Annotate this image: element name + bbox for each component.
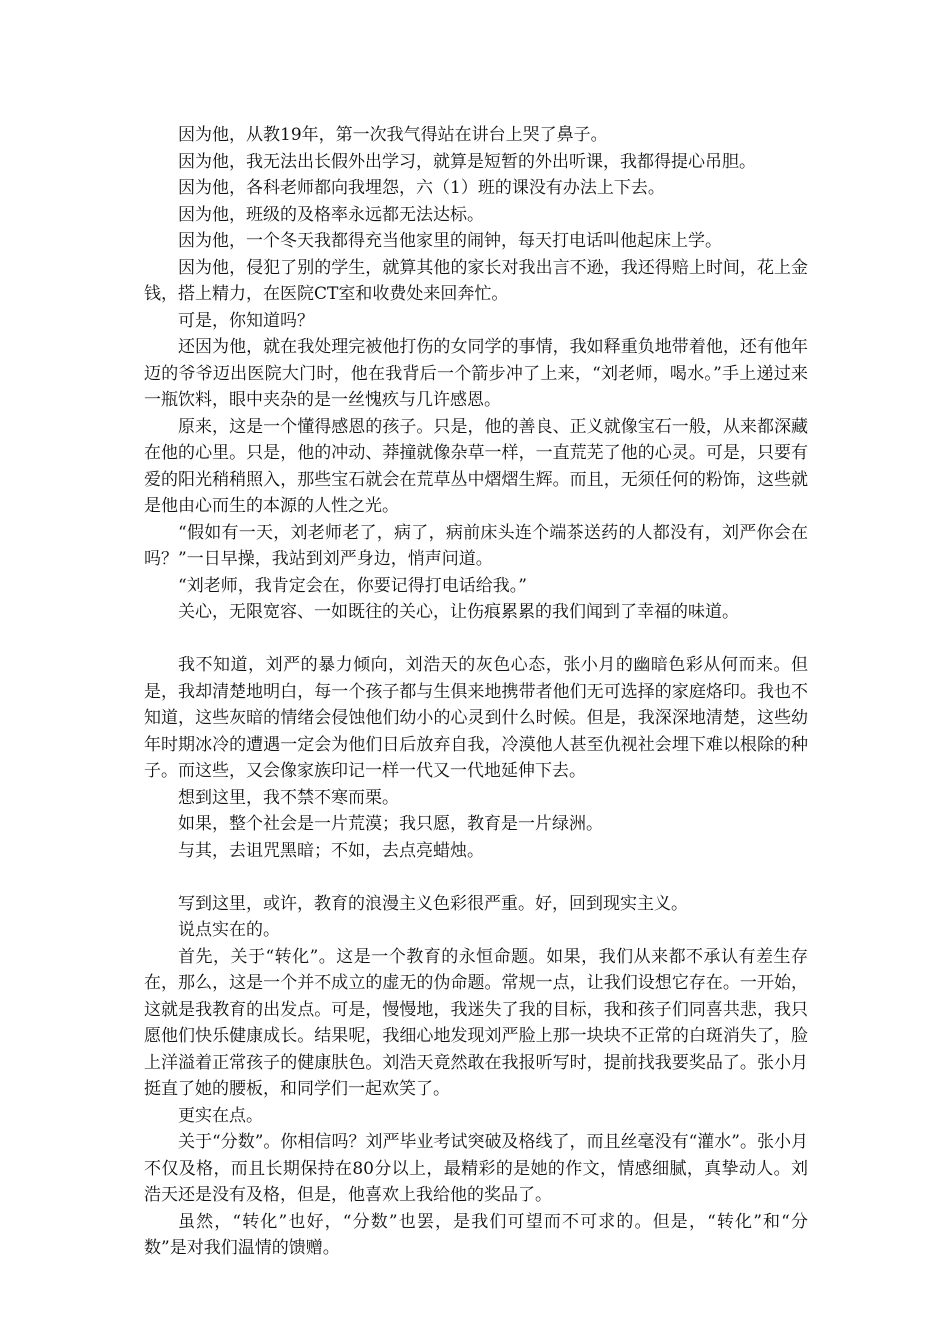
paragraph-9: 原来，这是一个懂得感恩的孩子。只是，他的善良、正义就像宝石一般，从来都深藏在他的心里。只是，他的冲动、莽撞就像杂草一样，一直荒芜了他的心灵。可是，只要有爱的阳光稍稍照入，那些宝石就会在荒草丛中熠熠生辉。而且，无须任何的粉饰，这些就是他由心而生的本源的人性之光。 [144, 416, 808, 516]
paragraph-15: 如果，整个社会是一片荒漠；我只愿，教育是一片绿洲。 [178, 814, 603, 834]
paragraph-13: 我不知道，刘严的暴力倾向，刘浩天的灰色心态，张小月的幽暗色彩从何而来。但是，我却清楚地明白，每一个孩子都与生俱来地携带者他们无可选择的家庭烙印。我也不知道，这些灰暗的情绪会侵蚀他们幼小的心灵到什么时候。但是，我深深地清楚，这些幼年时期冰冷的遭遇一定会为他们日后放弃自我，冷漠他人甚至仇视社会埋下难以根除的种子。而这些，又会像家族印记一样一代又一代地延伸下去。 [144, 655, 808, 781]
paragraph-4: 因为他，班级的及格率永远都无法达标。 [178, 204, 484, 225]
paragraph-1: 因为他，从教19年，第一次我气得站在讲台上哭了鼻子。 [178, 125, 608, 145]
paragraph-20: 更实在点。 [178, 1105, 263, 1126]
paragraph-19: 首先，关于“转化”。这是一个教育的永恒命题。如果，我们从来都不承认有差生存在，那么，这是一个并不成立的虚无的伪命题。常规一点，让我们设想它存在。一开始，这就是我教育的出发点。可是，慢慢地，我迷失了我的目标，我和孩子们同喜共悲，我只愿他们快乐健康成长。结果呢，我细心地发现刘严脸上那一块块不正常的白斑消失了，脸上洋溢着正常孩子的健康肤色。刘浩天竟然敢在我报听写时，提前找我要奖品了。张小月挺直了她的腰板，和同学们一起欢笑了。 [144, 946, 808, 1099]
paragraph-16: 与其，去诅咒黑暗；不如，去点亮蜡烛。 [178, 840, 484, 861]
paragraph-10: “假如有一天，刘老师老了，病了，病前床头连个端茶送药的人都没有，刘严你会在吗？”一日早操，我站到刘严身边，悄声问道。 [144, 522, 808, 569]
paragraph-3: 因为他，各科老师都向我埋怨，六（1）班的课没有办法上下去。 [178, 178, 665, 198]
paragraph-17: 写到这里，或许，教育的浪漫主义色彩很严重。好，回到现实主义。 [178, 893, 688, 914]
paragraph-22: 虽然，“转化”也好，“分数”也罢，是我们可望而不可求的。但是，“转化”和“分数”是对我们温情的馈赠。 [144, 1211, 808, 1258]
paragraph-14: 想到这里，我不禁不寒而栗。 [178, 787, 399, 808]
paragraph-6: 因为他，侵犯了别的学生，就算其他的家长对我出言不逊，我还得赔上时间，花上金钱，搭上精力，在医院CT室和收费处来回奔忙。 [144, 257, 808, 304]
paragraph-18: 说点实在的。 [178, 920, 280, 940]
paragraph-11: “刘老师，我肯定会在，你要记得打电话给我。” [178, 575, 527, 596]
paragraph-8: 还因为他，就在我处理完被他打伤的女同学的事情，我如释重负地带着他，还有他年迈的爷爷迈出医院大门时，他在我背后一个箭步冲了上来，“刘老师，喝水。”手上递过来一瓶饮料，眼中夹杂的是一丝愧疚与几许感恩。 [144, 337, 808, 410]
document-page [144, 122, 808, 1262]
paragraph-21: 关于“分数”。你相信吗？刘严毕业考试突破及格线了，而且丝毫没有“灌水”。张小月不仅及格，而且长期保持在80分以上，最精彩的是她的作文，情感细腻，真挚动人。刘浩天还是没有及格，但是，他喜欢上我给他的奖品了。 [144, 1132, 808, 1205]
paragraph-7: 可是，你知道吗？ [178, 310, 314, 331]
blank-line [144, 626, 808, 653]
blank-line [144, 864, 808, 891]
paragraph-2: 因为他，我无法出长假外出学习，就算是短暂的外出听课，我都得提心吊胆。 [178, 151, 756, 172]
paragraph-12: 关心，无限宽容、一如既往的关心，让伤痕累累的我们闻到了幸福的味道。 [178, 602, 739, 622]
paragraph-5: 因为他，一个冬天我都得充当他家里的闹钟，每天打电话叫他起床上学。 [178, 231, 722, 251]
